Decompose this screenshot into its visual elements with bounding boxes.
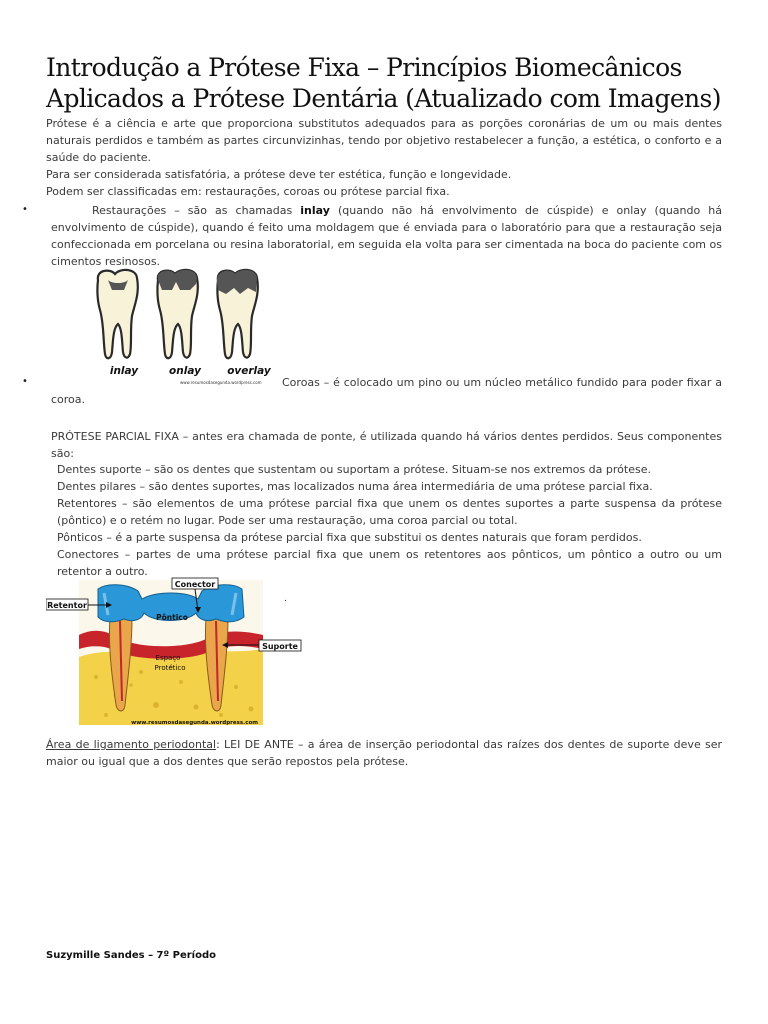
inlay-onlay-overlay-figure <box>88 268 283 386</box>
ligamento-text: : LEI DE ANTE – a área de inserção periodontal das raízes dos dentes de suporte deve ser maior ou igual que a dos dentes que serão repostos pela prótese. <box>46 738 722 768</box>
espaco-label-2: Protético <box>154 664 186 672</box>
inlay-term: inlay <box>300 204 330 217</box>
ppf-item-dentes-pilares: Dentes pilares – são dentes suportes, mas localizados numa área intermediária de uma prótese parcial fixa. <box>57 480 653 493</box>
intro-paragraph-2: Para ser considerada satisfatória, a prótese deve ter estética, função e longevidade. <box>46 168 512 181</box>
pontico-label: Pôntico <box>156 613 188 622</box>
ppf-intro: PRÓTESE PARCIAL FIXA – antes era chamada de ponte, é utilizada quando há vários dentes perdidos. Seus componentes são: <box>51 430 722 460</box>
ligamento-term: Área de ligamento periodontal <box>46 738 217 751</box>
restauracoes-lead: Restaurações – são as chamadas <box>92 204 301 217</box>
retentor-label: Retentor <box>47 601 87 610</box>
ligamento-paragraph <box>46 736 722 770</box>
suporte-label: Suporte <box>262 642 298 651</box>
intro-paragraph-3: Podem ser classificadas em: restaurações, coroas ou prótese parcial fixa. <box>46 185 450 198</box>
footer-author: Suzymille Sandes – 7º Período <box>46 950 216 961</box>
ppf-item-ponticos: Pônticos – é a parte suspensa da prótese parcial fixa que substitui os dentes naturais que foram perdidos. <box>57 531 642 544</box>
label-onlay: onlay <box>169 365 201 377</box>
bullet-marker: • <box>22 376 28 387</box>
coroas-paragraph: Coroas – é colocado um pino ou um núcleo metálico fundido para poder fixar a coroa. <box>51 376 722 406</box>
tooth-onlay <box>157 270 197 358</box>
figure2-watermark: www.resumosdasegunda.wordpress.com <box>131 720 258 726</box>
ppf-item-conectores: Conectores – partes de uma prótese parcial fixa que unem os retentores aos pônticos, um pôntico a outro ou um retentor a outro. <box>57 548 722 578</box>
tooth-overlay <box>217 270 258 358</box>
restauracoes-rest: (quando não há envolvimento de cúspide) e onlay (quando há envolvimento de cúspide), quando é feito uma moldagem que é enviada para o laboratório para que a restauração seja confeccionada em porcelana ou resina laboratorial, em seguida ela volta para ser cimentada na boca do paciente com os cimentos resinosos. <box>51 204 722 268</box>
ppf-diagram <box>46 577 308 727</box>
conector-label: Conector <box>174 580 216 589</box>
bullet-marker: • <box>22 204 28 215</box>
tooth-inlay <box>97 270 137 358</box>
stray-dot: . <box>284 594 287 604</box>
intro-paragraph-1: Prótese é a ciência e arte que proporciona substitutos adequados para as porções coronárias de um ou mais dentes naturais perdidos e também as partes circunvizinhas, tendo por objetivo restabelecer a função, a estética, o conforto e a saúde do paciente. <box>46 117 722 164</box>
restauracoes-paragraph <box>51 202 722 270</box>
label-overlay: overlay <box>227 365 271 377</box>
ppf-item-retentores: Retentores – são elementos de uma prótese parcial fixa que unem os dentes suportes a parte suspensa da prótese (pôntico) e o retém no lugar. Pode ser uma restauração, uma coroa parcial ou total. <box>57 497 722 527</box>
figure1-watermark: www.resumosdasegunda.wordpress.com <box>180 380 262 385</box>
label-inlay: inlay <box>109 365 139 377</box>
espaco-label-1: Espaço <box>155 654 181 662</box>
ppf-item-dentes-suporte: Dentes suporte – são os dentes que sustentam ou suportam a prótese. Situam-se nos extremos da prótese. <box>57 463 651 476</box>
page-title: Introdução a Prótese Fixa – Princípios Biomecânicos Aplicados a Prótese Dentária (Atualizado com Imagens) <box>46 53 721 113</box>
